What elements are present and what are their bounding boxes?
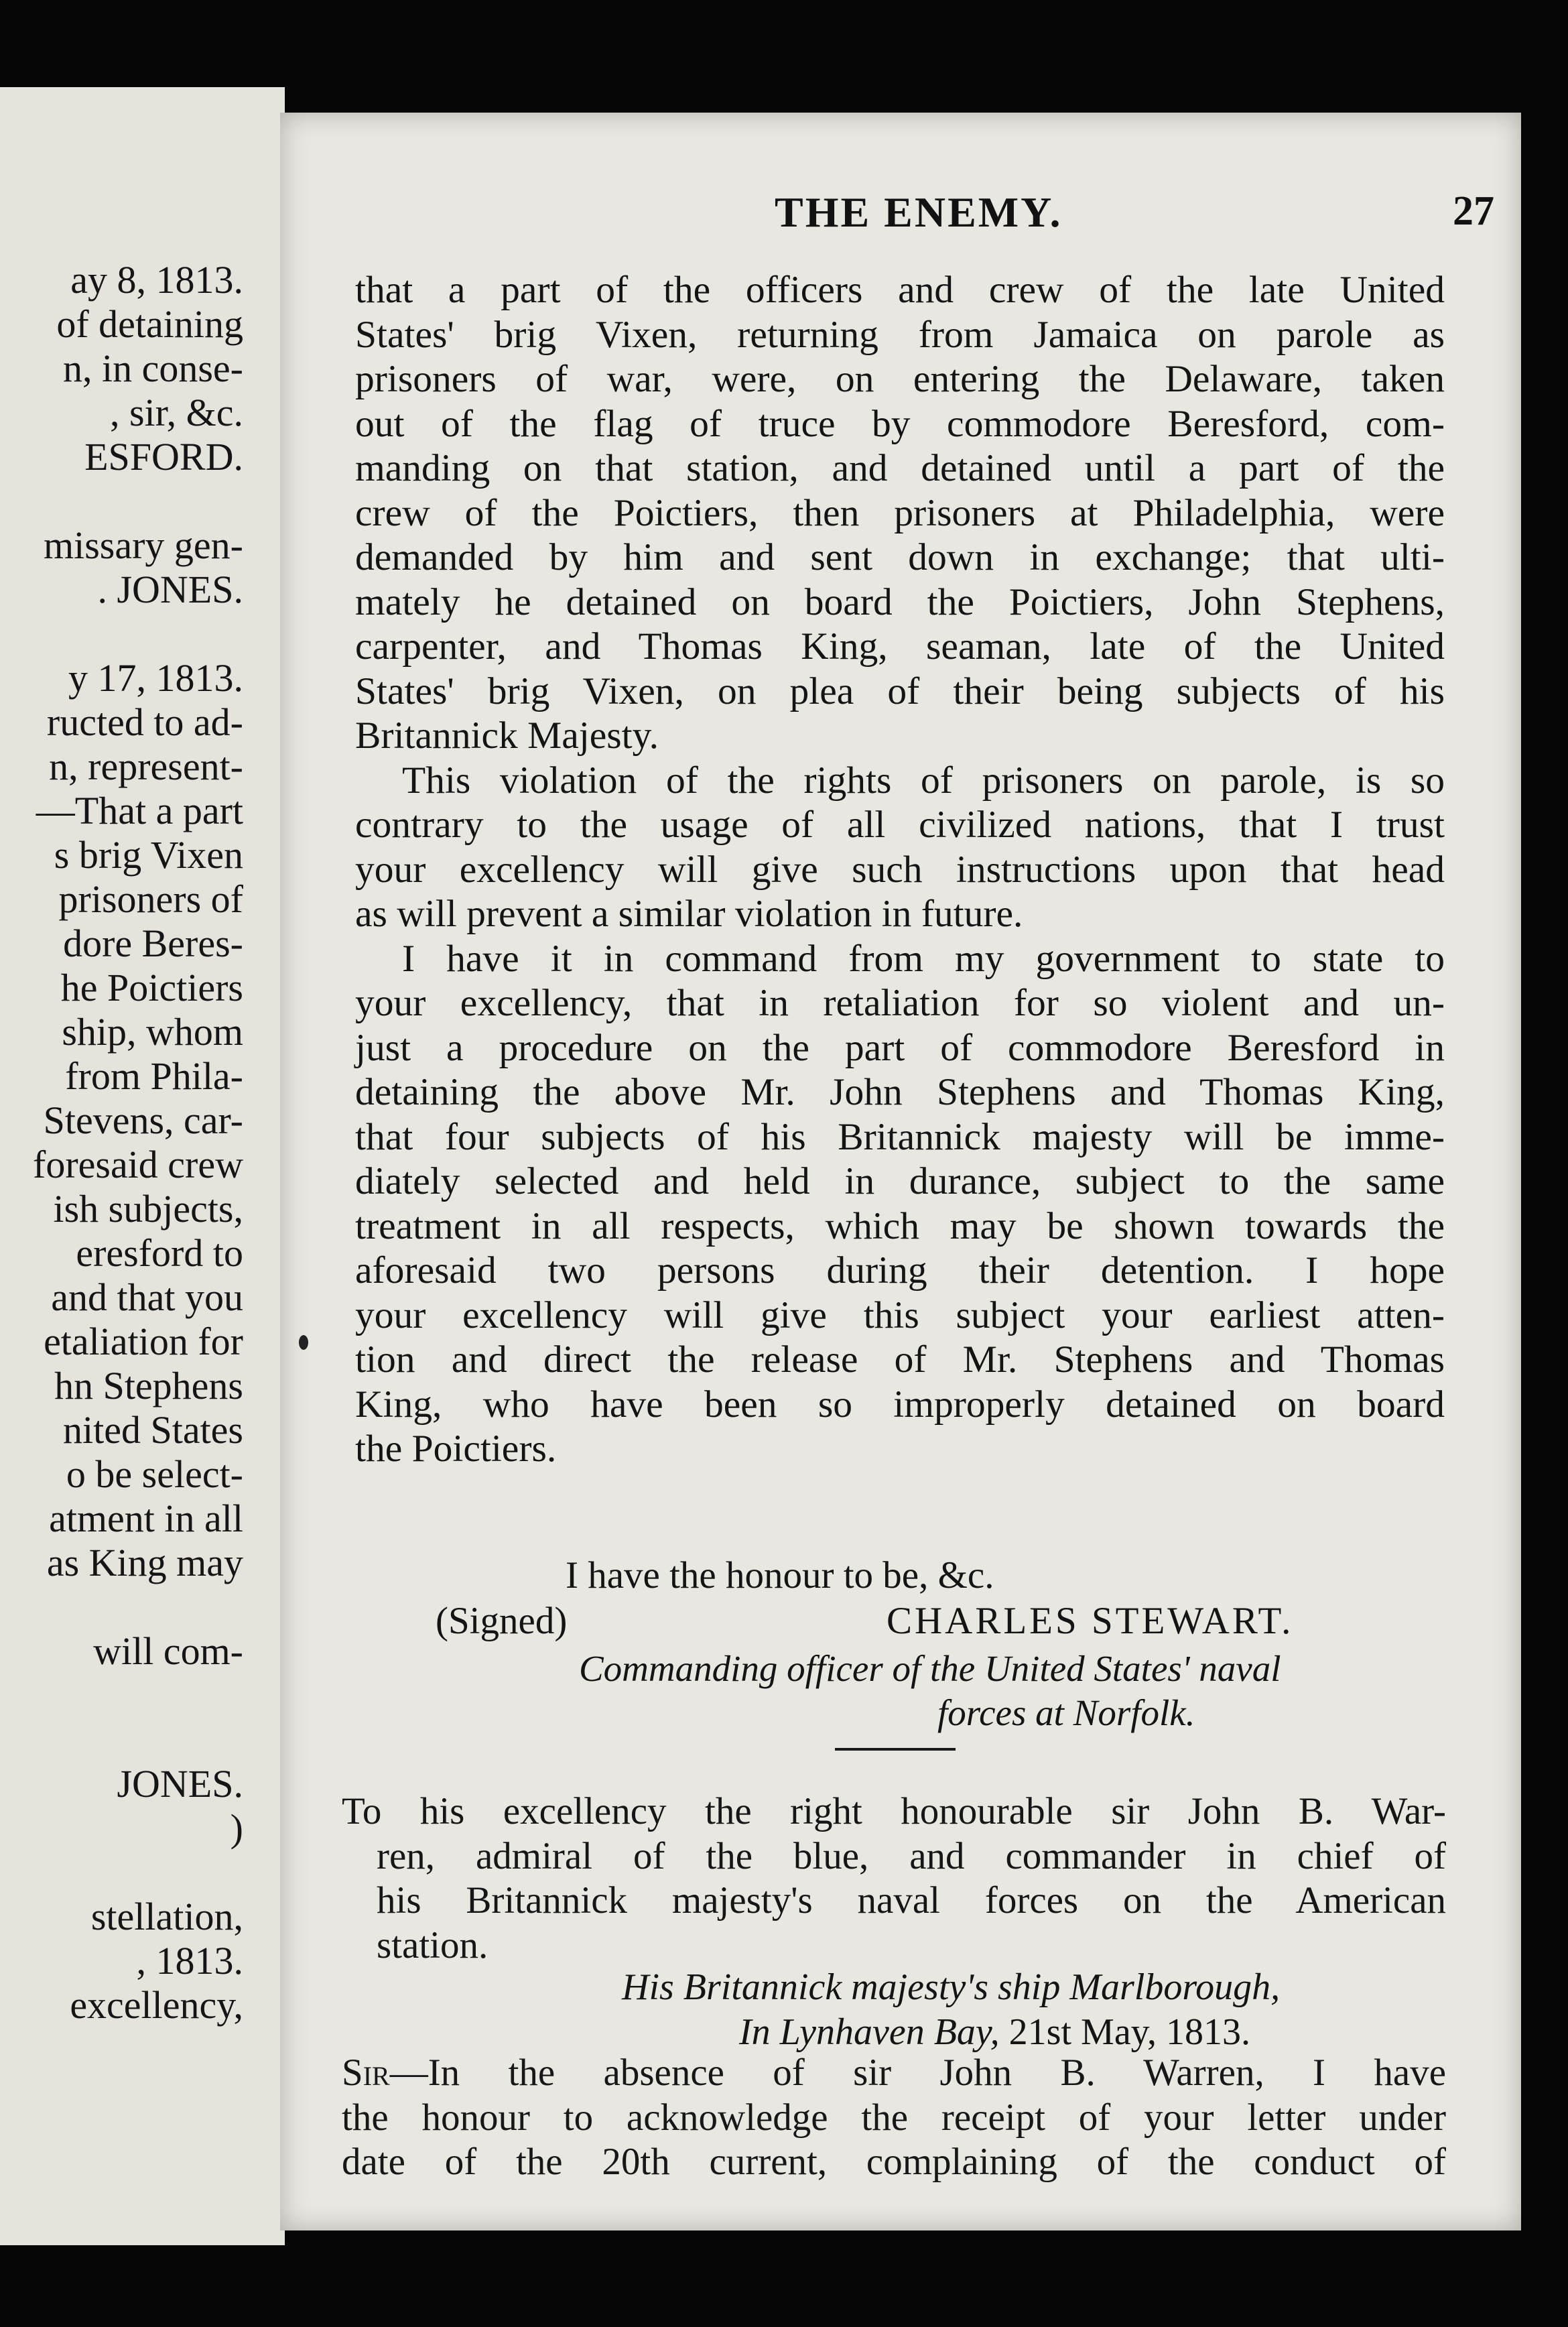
facing-page-line: ay 8, 1813. (70, 258, 243, 302)
text-line: out of the flag of truce by commodore Beresford, com- (355, 402, 1445, 445)
text-line: station. (377, 1924, 488, 1966)
signed-label: (Signed) (436, 1600, 568, 1642)
ink-blot (299, 1335, 308, 1350)
facing-page-line: ructed to ad- (46, 700, 243, 744)
paragraph-3 (355, 937, 1445, 1472)
facing-page-line: ) (230, 1806, 243, 1850)
facing-page-line: JONES. (117, 1762, 243, 1806)
dateline-ship: His Britannick majesty's ship Marlborough, (622, 1966, 1281, 2008)
facing-page-line: eresford to (76, 1231, 243, 1275)
facing-page-line: ship, whom (62, 1010, 243, 1054)
page-number: 27 (1453, 188, 1494, 234)
dateline-place-date (739, 2011, 1250, 2054)
facing-page-line: he Poictiers (60, 966, 243, 1009)
facing-page-line: ish subjects, (53, 1187, 243, 1231)
facing-page-fragment (0, 87, 285, 2245)
text-line: mately he detained on board the Poictiers, John Stephens, (355, 580, 1445, 623)
text-line: the honour to acknowledge the receipt of your letter under (342, 2096, 1446, 2139)
text-line: that four subjects of his Britannick majesty will be imme- (355, 1115, 1445, 1158)
text-line: prisoners of war, were, on entering the Delaware, taken (355, 358, 1445, 400)
paragraph-2 (355, 759, 1445, 937)
closing-formula: I have the honour to be, &c. (566, 1554, 994, 1596)
facing-page-line: ESFORD. (84, 435, 243, 479)
text-line: the Poictiers. (355, 1428, 557, 1470)
signer-name: CHARLES STEWART. (887, 1600, 1294, 1642)
facing-page-line: missary gen- (44, 523, 243, 567)
reply-body (342, 2051, 1446, 2185)
text-line (342, 2051, 1446, 2096)
facing-page-line: , sir, &c. (109, 391, 243, 434)
text-line: carpenter, and Thomas King, seaman, late of the United (355, 625, 1445, 668)
facing-page-line: n, in conse- (63, 347, 243, 390)
text-line: Britannick Majesty. (355, 714, 659, 757)
facing-page-line: y 17, 1813. (68, 656, 243, 700)
section-divider (835, 1748, 956, 1751)
text-line: aforesaid two persons during their detention. I hope (355, 1249, 1445, 1292)
facing-page-line: . JONES. (97, 568, 243, 611)
facing-page-line: from Phila- (65, 1054, 243, 1098)
text-line-rest: —In the absence of sir John B. Warren, I have (389, 2052, 1446, 2094)
facing-page-line: n, represent- (49, 745, 243, 788)
text-line: as will prevent a similar violation in future. (355, 893, 1023, 935)
text-line: This violation of the rights of prisoners on parole, is so (402, 759, 1445, 802)
reply-addressee (342, 1789, 1446, 1968)
facing-page-line: dore Beres- (63, 922, 243, 965)
dateline-date: 21st May, 1813. (1008, 2011, 1251, 2053)
text-line: his Britannick majesty's naval forces on the American (377, 1879, 1446, 1922)
letter-body (355, 268, 1445, 1472)
facing-page-line: etaliation for (44, 1320, 243, 1363)
text-line: just a procedure on the part of commodore Beresford in (355, 1026, 1445, 1069)
facing-page-line: atment in all (49, 1497, 243, 1540)
text-line: ren, admiral of the blue, and commander in chief of (377, 1834, 1446, 1877)
running-head (280, 188, 1521, 241)
text-line: detaining the above Mr. John Stephens and Thomas King, (355, 1071, 1445, 1113)
facing-page-line: of detaining (56, 302, 243, 346)
facing-page-line: foresaid crew (33, 1143, 243, 1186)
salutation: Sir (342, 2052, 390, 2094)
text-line: crew of the Poictiers, then prisoners at Philadelphia, were (355, 491, 1445, 534)
facing-page-line: as King may (46, 1541, 243, 1584)
text-line: I have it in command from my government to state to (402, 937, 1445, 980)
facing-page-line: stellation, (90, 1895, 243, 1938)
facing-page-line: excellency, (70, 1983, 243, 2027)
text-line: King, who have been so improperly detained on board (355, 1383, 1445, 1426)
book-page (280, 113, 1521, 2230)
text-line: States' brig Vixen, on plea of their being subjects of his (355, 670, 1445, 712)
text-line: your excellency will give such instructions upon that head (355, 848, 1445, 891)
facing-page-line: , 1813. (136, 1939, 243, 1983)
text-line: States' brig Vixen, returning from Jamaica on parole as (355, 313, 1445, 356)
facing-page-line: and that you (51, 1275, 243, 1319)
text-line: your excellency, that in retaliation for so violent and un- (355, 982, 1445, 1024)
facing-page-line: hn Stephens (54, 1364, 243, 1407)
text-line: manding on that station, and detained until a part of the (355, 447, 1445, 489)
text-line: your excellency will give this subject your earliest atten- (355, 1294, 1445, 1336)
text-line: diately selected and held in durance, subject to the same (355, 1160, 1445, 1202)
signer-title: Commanding officer of the United States' naval (579, 1648, 1281, 1689)
signer-title-continued: forces at Norfolk. (937, 1692, 1195, 1733)
facing-page-line: will com- (93, 1629, 243, 1673)
text-line: that a part of the officers and crew of the late United (355, 269, 1445, 311)
dateline-place: In Lynhaven Bay, (739, 2011, 1000, 2053)
text-line: tion and direct the release of Mr. Stephens and Thomas (355, 1338, 1445, 1381)
facing-page-line: Stevens, car- (43, 1098, 243, 1142)
text-line: contrary to the usage of all civilized nations, that I trust (355, 804, 1445, 846)
page-title: THE ENEMY. (775, 188, 1063, 236)
facing-page-line: o be select- (66, 1452, 243, 1496)
paragraph-1 (355, 268, 1445, 759)
facing-page-line: nited States (62, 1408, 243, 1452)
facing-page-line: —That a part (36, 789, 243, 832)
text-line: date of the 20th current, complaining of the conduct of (342, 2141, 1446, 2183)
text-line: treatment in all respects, which may be shown towards the (355, 1204, 1445, 1247)
facing-page-line: prisoners of (58, 877, 243, 921)
text-line: demanded by him and sent down in exchange; that ulti- (355, 536, 1445, 578)
text-line: To his excellency the right honourable sir John B. War- (342, 1790, 1446, 1832)
facing-page-line: s brig Vixen (54, 833, 243, 877)
